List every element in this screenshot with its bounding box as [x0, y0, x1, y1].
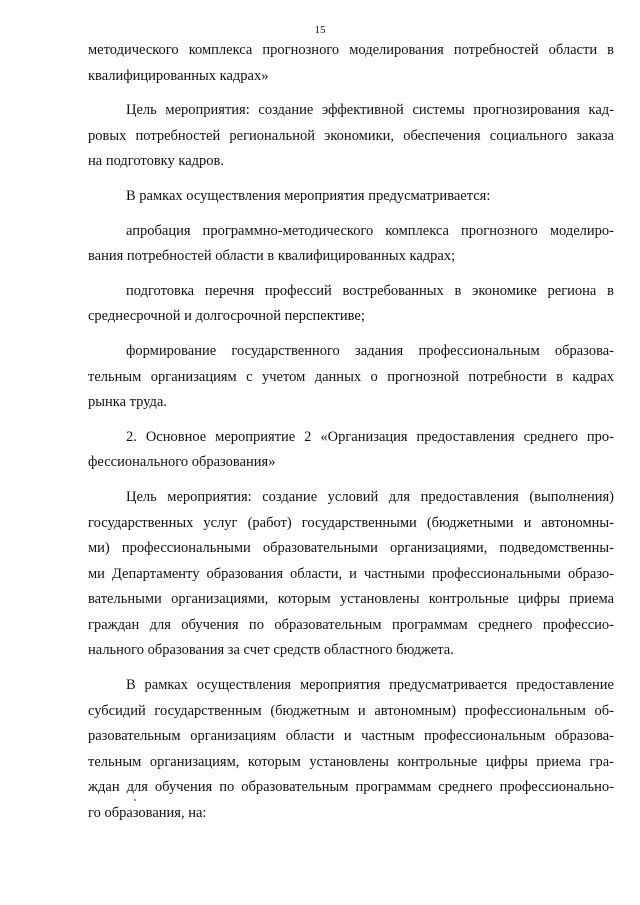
text-line: тельным организациям, которым установлены контрольные цифры приема гра- [88, 753, 614, 770]
text-line: фессионального образования» [88, 454, 276, 471]
text-line: подготовка перечня профессий востребованных в экономике региона в [126, 282, 614, 299]
text-line: субсидий государственным (бюджетным и автономным) профессиональным об- [88, 702, 614, 719]
paragraph [88, 219, 614, 270]
paragraph [88, 425, 614, 476]
paragraph [88, 673, 614, 827]
paragraph [88, 339, 614, 416]
text-line: разовательным организациям области и частным профессиональным образова- [88, 728, 614, 745]
document-body [88, 38, 614, 827]
paragraph [88, 98, 614, 175]
paragraph [88, 279, 614, 330]
text-line: В рамках осуществления мероприятия предусматривается: [126, 187, 491, 204]
paragraph [88, 485, 614, 664]
text-line: В рамках осуществления мероприятия предусматривается предоставление [126, 677, 614, 694]
text-line: Цель мероприятия: создание эффективной системы прогнозирования кад- [126, 102, 614, 119]
text-line: формирование государственного задания профессиональным образова- [126, 342, 614, 359]
text-line: апробация программно-методического комплекса прогнозного моделиро- [126, 222, 614, 239]
text-line: нального образования за счет средств областного бюджета. [88, 642, 454, 659]
text-line: рынка труда. [88, 394, 167, 411]
text-line: Цель мероприятия: создание условий для предоставления (выполнения) [126, 488, 614, 505]
text-line: ровых потребностей региональной экономики, обеспечения социального заказа [88, 127, 614, 144]
scan-artifact [134, 799, 136, 801]
text-line: граждан для обучения по образовательным программам среднего профессио- [88, 616, 614, 633]
text-line: ждан для обучения по образовательным программам среднего профессионально- [88, 779, 614, 796]
text-line: ми) профессиональными образовательными организациями, подведомственны- [88, 540, 614, 557]
text-line: вательными организациями, которым установлены контрольные цифры приема [88, 591, 614, 608]
text-line: на подготовку кадров. [88, 153, 225, 170]
text-line: тельным организациям с учетом данных о прогнозной потребности в кадрах [88, 368, 614, 385]
text-line: государственных услуг (работ) государственными (бюджетными и автономны- [88, 514, 614, 531]
paragraph [88, 38, 614, 89]
text-line: квалифицированных кадрах» [88, 67, 269, 84]
text-line: вания потребностей области в квалифицированных кадрах; [88, 248, 456, 265]
text-line: методического комплекса прогнозного моделирования потребностей области в [88, 42, 614, 58]
page-number: 15 [314, 24, 326, 36]
text-line: го образования, на: [88, 805, 207, 822]
text-line: 2. Основное мероприятие 2 «Организация предоставления среднего про- [126, 428, 614, 445]
paragraph [88, 184, 614, 210]
text-line: ми Департаменту образования области, и частными профессиональными образо- [88, 565, 614, 582]
text-line: среднесрочной и долгосрочной перспективе; [88, 308, 365, 325]
